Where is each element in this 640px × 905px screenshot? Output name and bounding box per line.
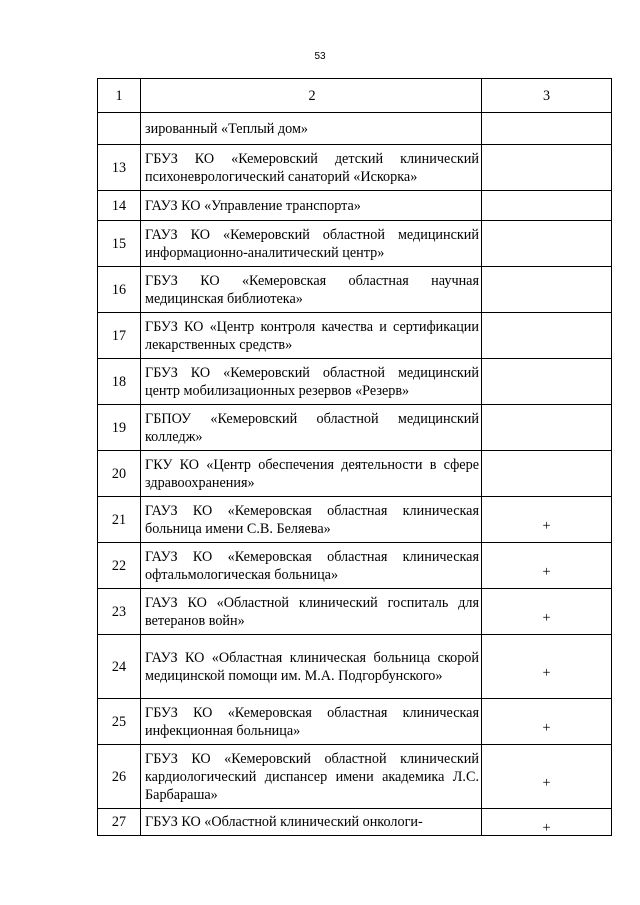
row-number: 18 [98,359,141,405]
organization-name: ГАУЗ КО «Областной клинический госпиталь для ветеранов войн» [141,589,482,635]
mark-cell [482,113,612,145]
mark-cell [482,809,612,836]
organization-name: ГАУЗ КО «Кемеровская областная клиническая больница имени С.В. Беляева» [141,497,482,543]
plus-mark: + [542,664,551,681]
header-col-3: 3 [482,79,612,113]
table-row [98,221,612,267]
mark-cell [482,451,612,497]
header-col-2: 2 [141,79,482,113]
row-number: 19 [98,405,141,451]
table-row [98,543,612,589]
table-row [98,635,612,699]
table-row [98,809,612,836]
table-row [98,191,612,221]
mark-cell [482,313,612,359]
table-row [98,313,612,359]
page-number: 53 [314,51,326,62]
organization-name: ГБУЗ КО «Центр контроля качества и сертификации лекарственных средств» [141,313,482,359]
row-number: 27 [98,809,141,836]
organization-name: ГАУЗ КО «Областная клиническая больница скорой медицинской помощи им. М.А. Подгорбунского» [141,635,482,699]
table-row [98,497,612,543]
plus-mark: + [542,563,551,580]
row-number: 22 [98,543,141,589]
row-number: 21 [98,497,141,543]
plus-mark: + [542,517,551,534]
table-row [98,699,612,745]
mark-cell [482,635,612,699]
table-row [98,113,612,145]
header-col-1: 1 [98,79,141,113]
row-number: 16 [98,267,141,313]
mark-cell [482,497,612,543]
mark-cell [482,267,612,313]
organization-name: ГКУ КО «Центр обеспечения деятельности в сфере здравоохранения» [141,451,482,497]
table-row [98,745,612,809]
row-number: 14 [98,191,141,221]
mark-cell [482,745,612,809]
organization-name: ГБУЗ КО «Кемеровский детский клинический психоневрологический санаторий «Искорка» [141,145,482,191]
plus-mark: + [542,609,551,626]
row-number: 20 [98,451,141,497]
table-row [98,267,612,313]
organization-name: ГБУЗ КО «Областной клинический онкологи- [141,809,482,836]
mark-cell [482,405,612,451]
document-table [97,78,612,836]
organization-name: ГБПОУ «Кемеровский областной медицинский колледж» [141,405,482,451]
organization-name: ГБУЗ КО «Кемеровская областная научная медицинская библиотека» [141,267,482,313]
organization-name: ГБУЗ КО «Кемеровская областная клиническая инфекционная больница» [141,699,482,745]
table-row [98,589,612,635]
row-number [98,113,141,145]
organization-name: ГБУЗ КО «Кемеровский областной медицинский центр мобилизационных резервов «Резерв» [141,359,482,405]
table-row [98,145,612,191]
mark-cell [482,543,612,589]
mark-cell [482,221,612,267]
table-row [98,405,612,451]
row-number: 23 [98,589,141,635]
mark-cell [482,191,612,221]
organization-name: ГАУЗ КО «Кемеровская областная клиническая офтальмологическая больница» [141,543,482,589]
row-number: 17 [98,313,141,359]
plus-mark: + [542,774,551,791]
organization-name: зированный «Теплый дом» [141,113,482,145]
mark-cell [482,589,612,635]
plus-mark: + [542,719,551,736]
row-number: 26 [98,745,141,809]
organization-name: ГАУЗ КО «Кемеровский областной медицинский информационно-аналитический центр» [141,221,482,267]
row-number: 13 [98,145,141,191]
organization-name: ГБУЗ КО «Кемеровский областной клинический кардиологический диспансер имени академика Л.С. Барбараша» [141,745,482,809]
table-row [98,359,612,405]
row-number: 15 [98,221,141,267]
row-number: 25 [98,699,141,745]
plus-mark: + [542,820,551,836]
mark-cell [482,359,612,405]
mark-cell [482,699,612,745]
row-number: 24 [98,635,141,699]
mark-cell [482,145,612,191]
table-header-row [98,79,612,113]
organization-name: ГАУЗ КО «Управление транспорта» [141,191,482,221]
table-row [98,451,612,497]
